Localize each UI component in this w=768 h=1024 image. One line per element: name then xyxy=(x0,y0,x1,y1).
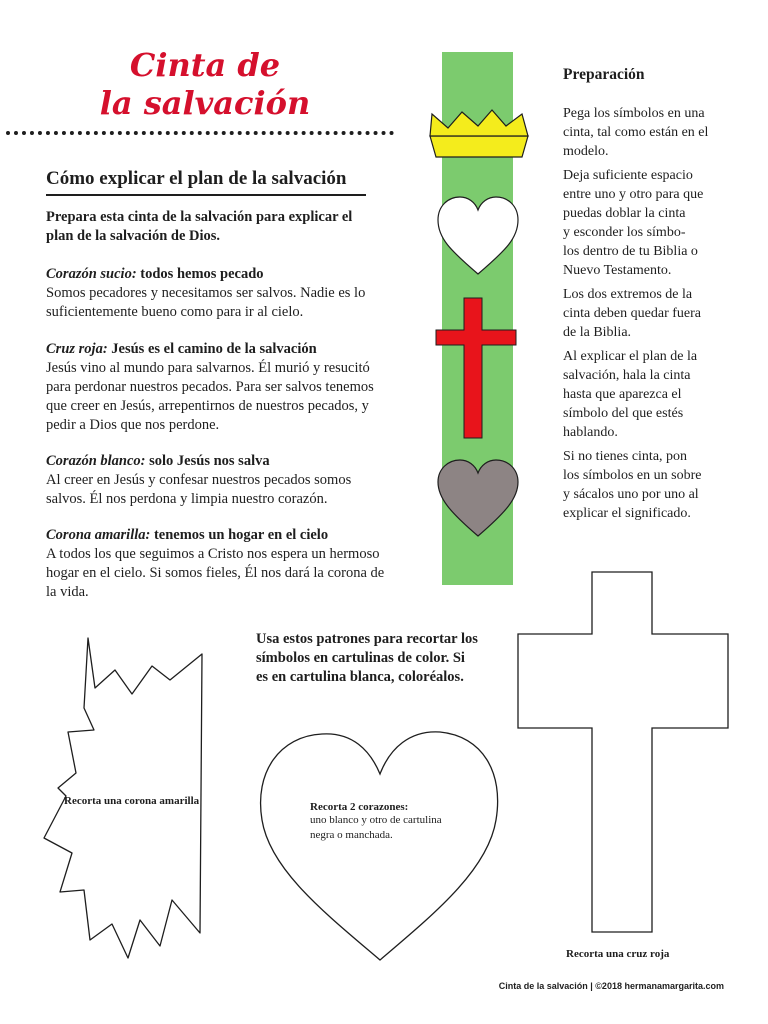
section-body: A todos los que seguimos a Cristo nos espera un hermoso hogar en el cielo. Si somos fieles, Él nos dará la corona de la vida. xyxy=(46,546,385,600)
section-headline: tenemos un hogar en el cielo xyxy=(150,527,329,543)
section-label: Corazón blanco: xyxy=(46,453,146,469)
section-white-heart xyxy=(46,452,386,509)
section-body: Jesús vino al mundo para salvarnos. Él murió y resucitó para perdonar nuestros pecados. Para ser salvos tenemos que creer en Jesús, arrepentirnos de nuestros pecados, y pedir a Dios que nos perdone. xyxy=(46,360,374,433)
section-body: Somos pecadores y necesitamos ser salvos. Nadie es lo suficientemente bueno como para ir al cielo. xyxy=(46,285,366,320)
preparation-paragraph: Pega los símbolos en una cinta, tal como están en el modelo. xyxy=(563,106,709,159)
section-label: Cruz roja: xyxy=(46,341,108,357)
section-yellow-crown xyxy=(46,526,386,602)
dotted-divider xyxy=(6,131,394,135)
crown-label: Recorta una corona amarilla xyxy=(64,795,200,807)
cross-pattern xyxy=(512,568,732,940)
section-headline: solo Jesús nos salva xyxy=(145,453,270,469)
cross-label: Recorta una cruz roja xyxy=(566,948,670,960)
preparation-paragraph: Los dos extremos de la cinta deben quedar fuera de la Biblia. xyxy=(563,287,701,340)
section-red-cross xyxy=(46,340,386,435)
section-dirty-heart xyxy=(46,265,386,322)
heart-label xyxy=(310,801,460,843)
section-body: Al creer en Jesús y confesar nuestros pecados somos salvos. Él nos perdona y limpia nuestro corazón. xyxy=(46,472,352,507)
page-title-line2: la salvación xyxy=(99,84,311,122)
intro-text: Prepara esta cinta de la salvación para explicar el plan de la salvación de Dios. xyxy=(46,209,353,244)
preparation-text xyxy=(563,104,733,528)
section-label: Corazón sucio: xyxy=(46,266,137,282)
preparation-paragraph: Si no tienes cinta, pon los símbolos en un sobre y sácalos uno por uno al explicar el significado. xyxy=(563,449,702,521)
section-heading: Cómo explicar el plan de la salvación xyxy=(46,168,347,189)
section-headline: todos hemos pecado xyxy=(136,266,264,282)
footer-credit: Cinta de la salvación | ©2018 hermanamargarita.com xyxy=(498,981,724,991)
preparation-title: Preparación xyxy=(563,66,645,83)
page-title-line1: Cinta de xyxy=(129,46,281,84)
heart-label-bold: Recorta 2 corazones: xyxy=(310,801,409,813)
heart-label-body: uno blanco y otro de cartulina negra o manchada. xyxy=(310,814,442,841)
patterns-instruction: Usa estos patrones para recortar los símbolos en cartulinas de color. Si es en cartulina blanca, coloréalos. xyxy=(256,631,478,685)
heading-underline xyxy=(46,194,366,196)
section-headline: Jesús es el camino de la salvación xyxy=(107,341,317,357)
crown-icon xyxy=(430,136,528,157)
preparation-paragraph: Al explicar el plan de la salvación, hala la cinta hasta que aparezca el símbolo del que estés hablando. xyxy=(563,349,698,440)
cross-outline-icon xyxy=(518,572,728,932)
salvation-ribbon-illustration xyxy=(420,52,550,588)
heart-outline-icon xyxy=(261,732,498,960)
preparation-paragraph: Deja suficiente espacio entre uno y otro para que puedas doblar la cinta y esconder los símbo- los dentro de tu Biblia o Nuevo Testamento. xyxy=(563,168,704,278)
section-label: Corona amarilla: xyxy=(46,527,151,543)
